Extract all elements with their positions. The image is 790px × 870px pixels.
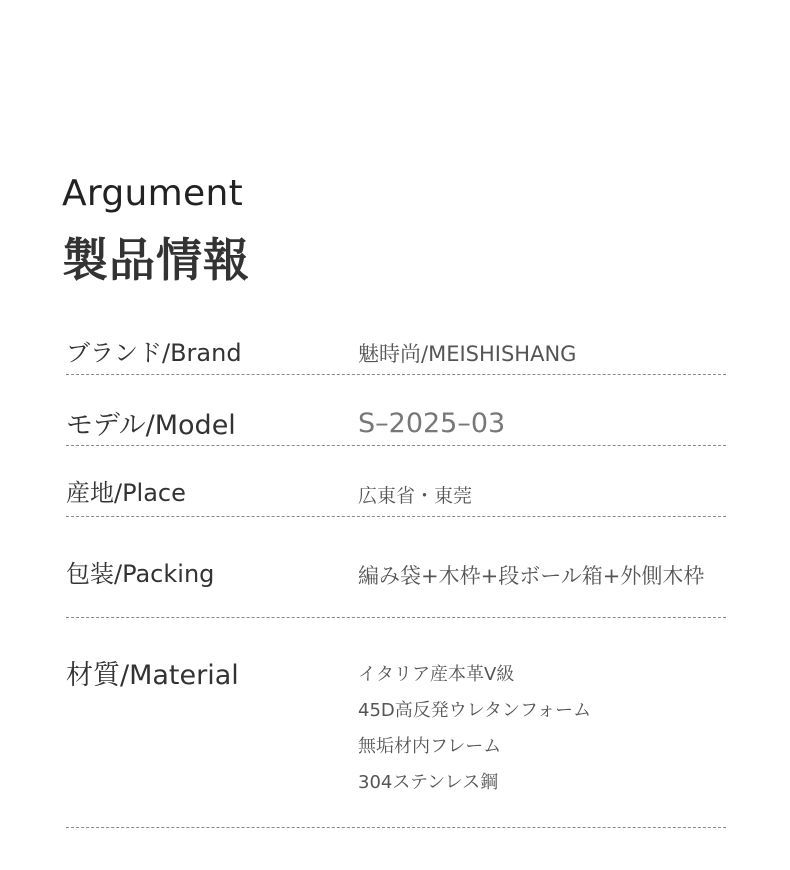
spec-value-brand: 魅時尚/MEISHISHANG — [358, 342, 577, 366]
heading-ja: 製品情報 — [62, 233, 250, 287]
divider — [66, 617, 726, 618]
spec-label-brand: ブランド/Brand — [66, 339, 242, 367]
spec-value-material-item: 304ステンレス鋼 — [358, 772, 499, 793]
spec-value-packing: 編み袋+木枠+段ボール箱+外側木枠 — [358, 564, 705, 588]
spec-label-place: 産地/Place — [66, 479, 186, 507]
spec-value-model: S–2025–03 — [358, 408, 506, 439]
spec-value-material-item: 45D高反発ウレタンフォーム — [358, 700, 592, 721]
divider — [66, 374, 726, 375]
divider — [66, 445, 726, 446]
spec-value-material-list — [358, 657, 591, 801]
spec-value-material-item: イタリア産本革V級 — [358, 664, 515, 685]
divider — [66, 516, 726, 517]
spec-label-packing: 包装/Packing — [66, 560, 215, 588]
spec-value-material-item: 無垢材内フレーム — [358, 736, 502, 757]
spec-value-place: 広東省・東莞 — [358, 485, 473, 507]
heading-en: Argument — [62, 173, 244, 214]
divider — [66, 827, 726, 828]
spec-label-model: モデル/Model — [66, 410, 236, 441]
spec-label-material: 材質/Material — [66, 660, 239, 691]
